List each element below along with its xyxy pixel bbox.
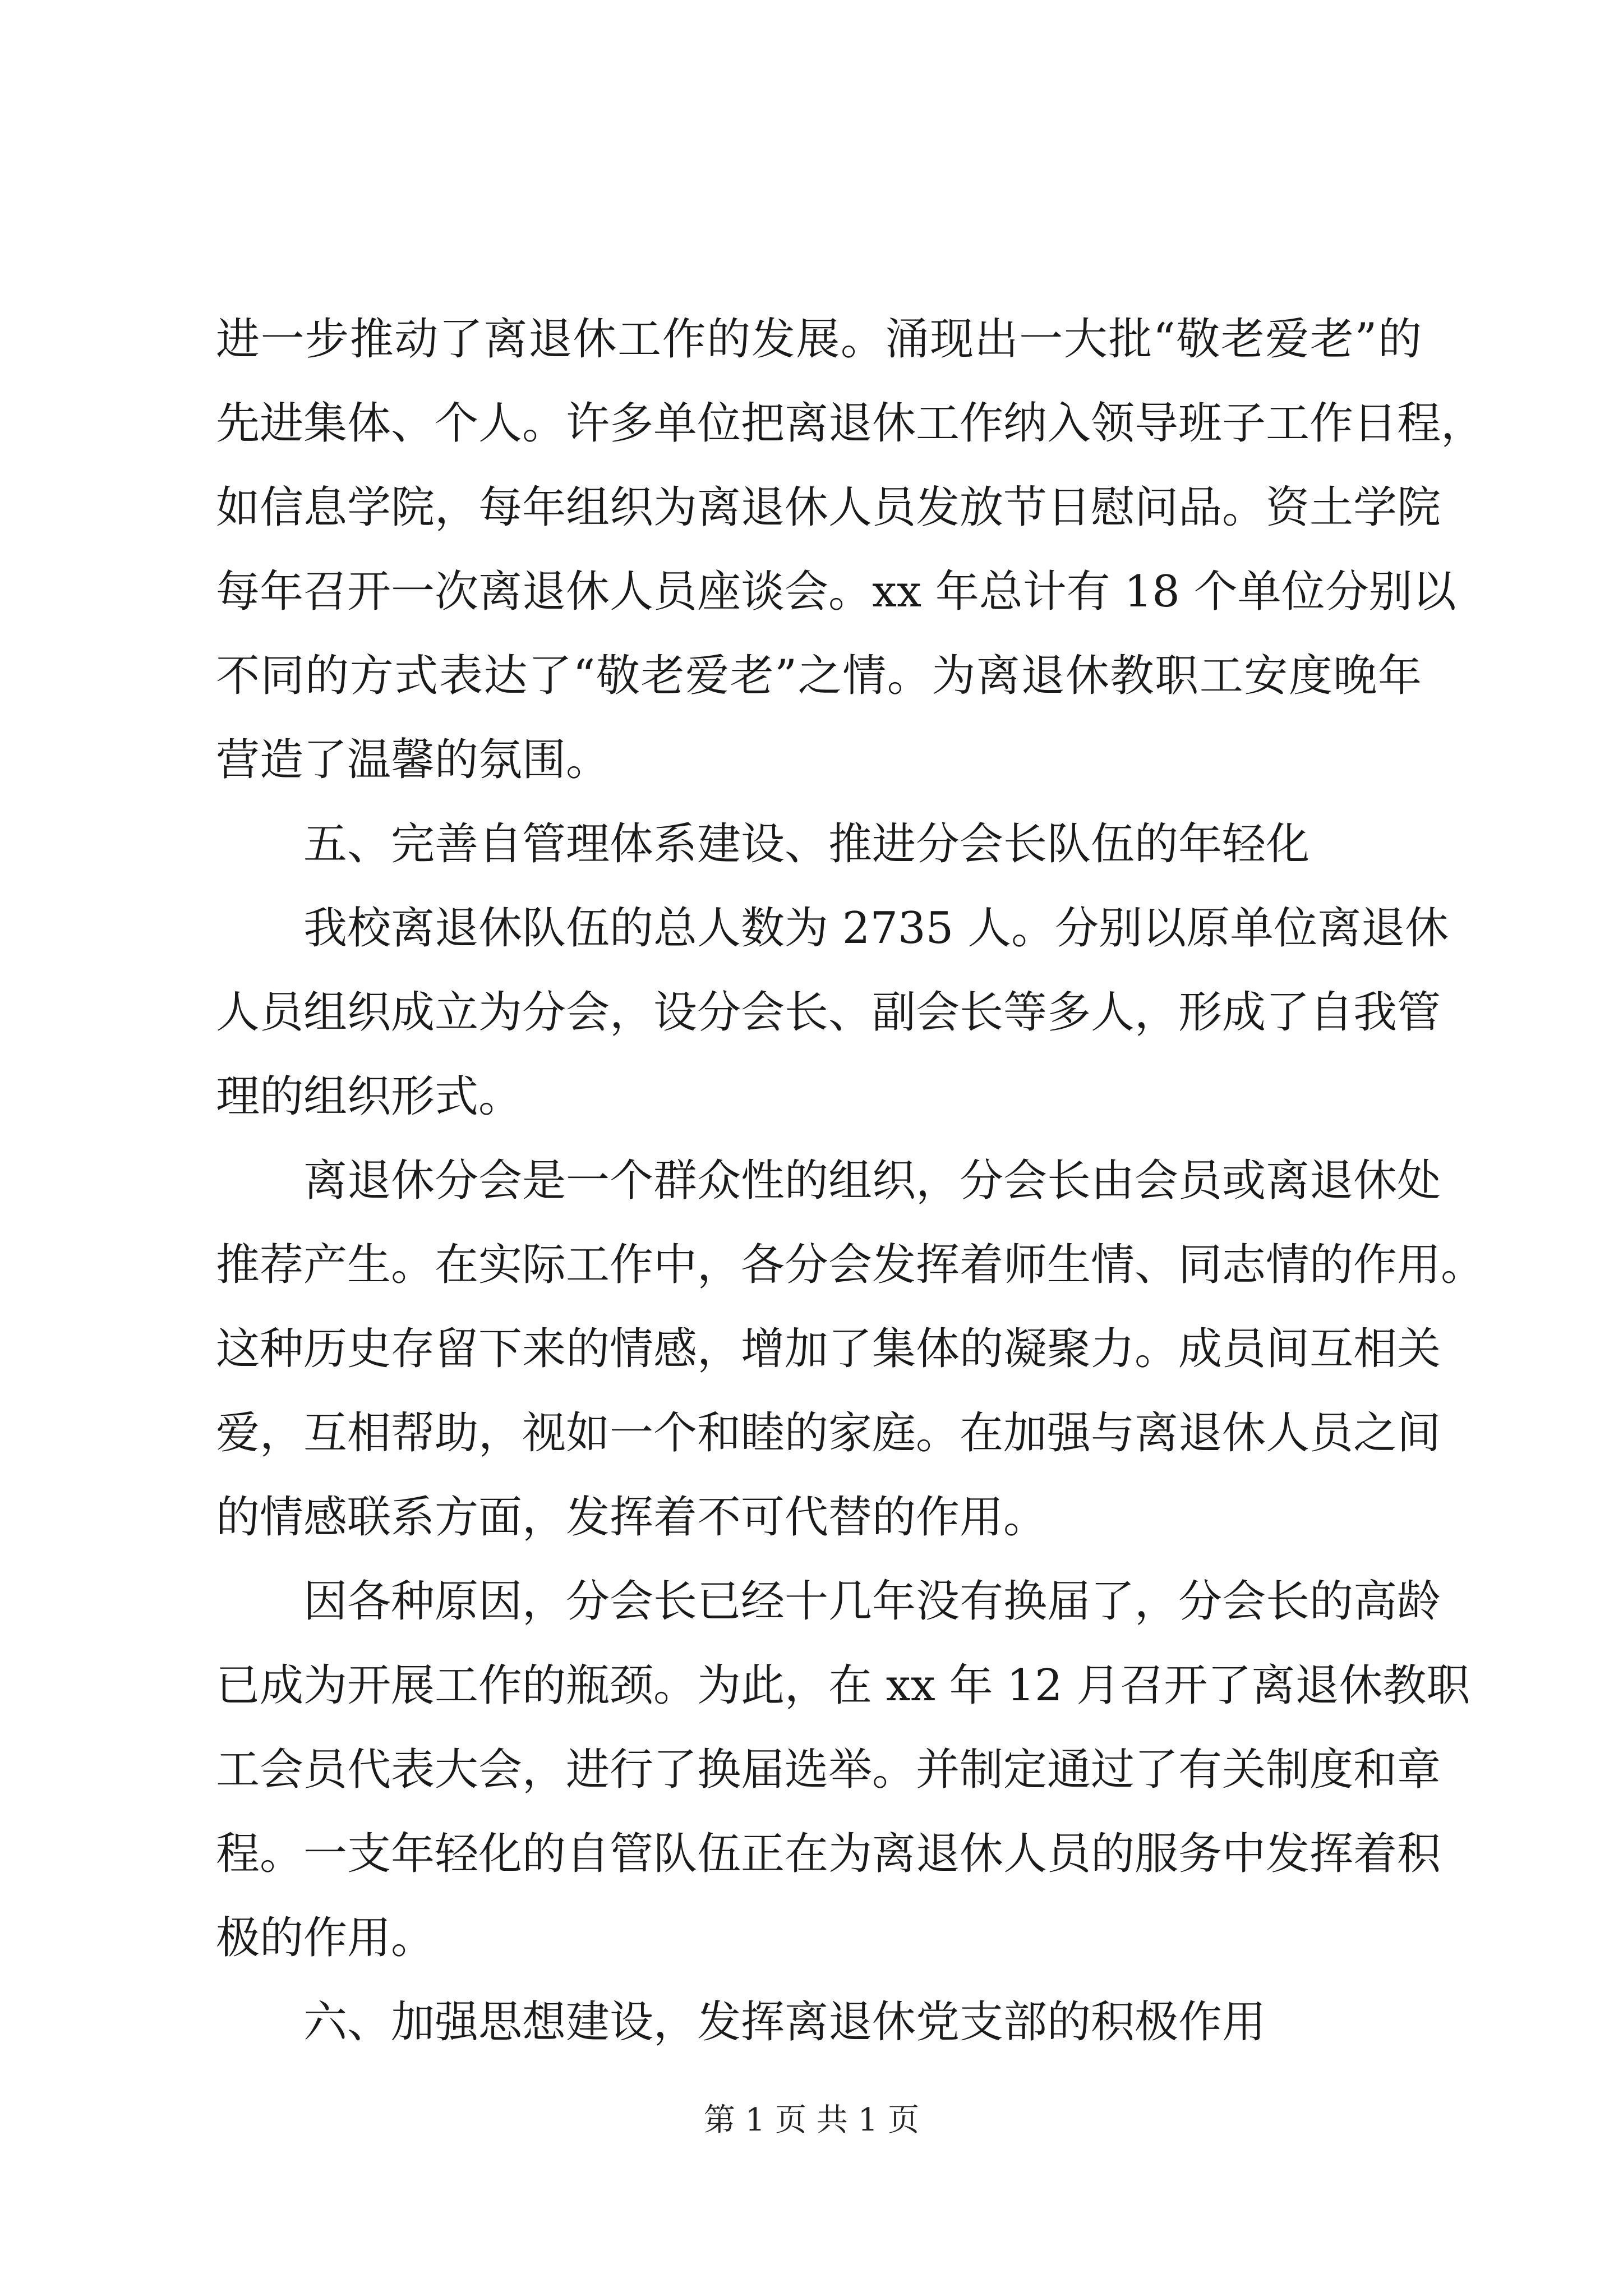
text-line: 进一步推动了离退休工作的发展。涌现出一大批“敬老爱老”的	[216, 314, 1422, 365]
text-line: 因各种原因，分会长已经十几年没有换届了，分会长的高龄	[303, 1576, 1441, 1627]
document-body	[216, 297, 1485, 2064]
text-line: 的情感联系方面，发挥着不可代替的作用。	[216, 1492, 1048, 1543]
text-line: 每年召开一次离退休人员座谈会。xx 年总计有 18 个单位分别以	[216, 567, 1456, 617]
text-line: 这种历史存留下来的情感，增加了集体的凝聚力。成员间互相关	[216, 1324, 1441, 1374]
text-line: 先进集体、个人。许多单位把离退休工作纳入领导班子工作日程，	[216, 398, 1485, 449]
text-line: 爱，互相帮助，视如一个和睦的家庭。在加强与离退休人员之间	[216, 1408, 1441, 1458]
text-line: 程。一支年轻化的自管队伍正在为离退休人员的服务中发挥着积	[216, 1829, 1441, 1879]
text-line: 如信息学院，每年组织为离退休人员发放节日慰问品。资土学院	[216, 482, 1441, 533]
text-line: 人员组织成立为分会，设分会长、副会长等多人，形成了自我管	[216, 987, 1441, 1038]
text-line: 五、完善自管理体系建设、推进分会长队伍的年轻化	[303, 819, 1310, 869]
text-line: 我校离退休队伍的总人数为 2735 人。分别以原单位离退休	[303, 903, 1449, 954]
text-line: 不同的方式表达了“敬老爱老”之情。为离退休教职工安度晚年	[216, 651, 1422, 701]
text-line: 工会员代表大会，进行了换届选举。并制定通过了有关制度和章	[216, 1745, 1441, 1795]
text-line: 离退休分会是一个群众性的组织，分会长由会员或离退休处	[303, 1156, 1441, 1206]
text-line: 已成为开展工作的瓶颈。为此，在 xx 年 12 月召开了离退休教职	[216, 1660, 1470, 1711]
text-line: 推荐产生。在实际工作中，各分会发挥着师生情、同志情的作用。	[216, 1240, 1485, 1290]
text-line: 营造了温馨的氛围。	[216, 735, 610, 785]
text-line: 理的组织形式。	[216, 1071, 523, 1122]
page-footer: 第 1 页 共 1 页	[703, 2102, 920, 2138]
text-line: 极的作用。	[216, 1913, 435, 1963]
text-line: 六、加强思想建设，发挥离退休党支部的积极作用	[303, 1997, 1266, 2047]
